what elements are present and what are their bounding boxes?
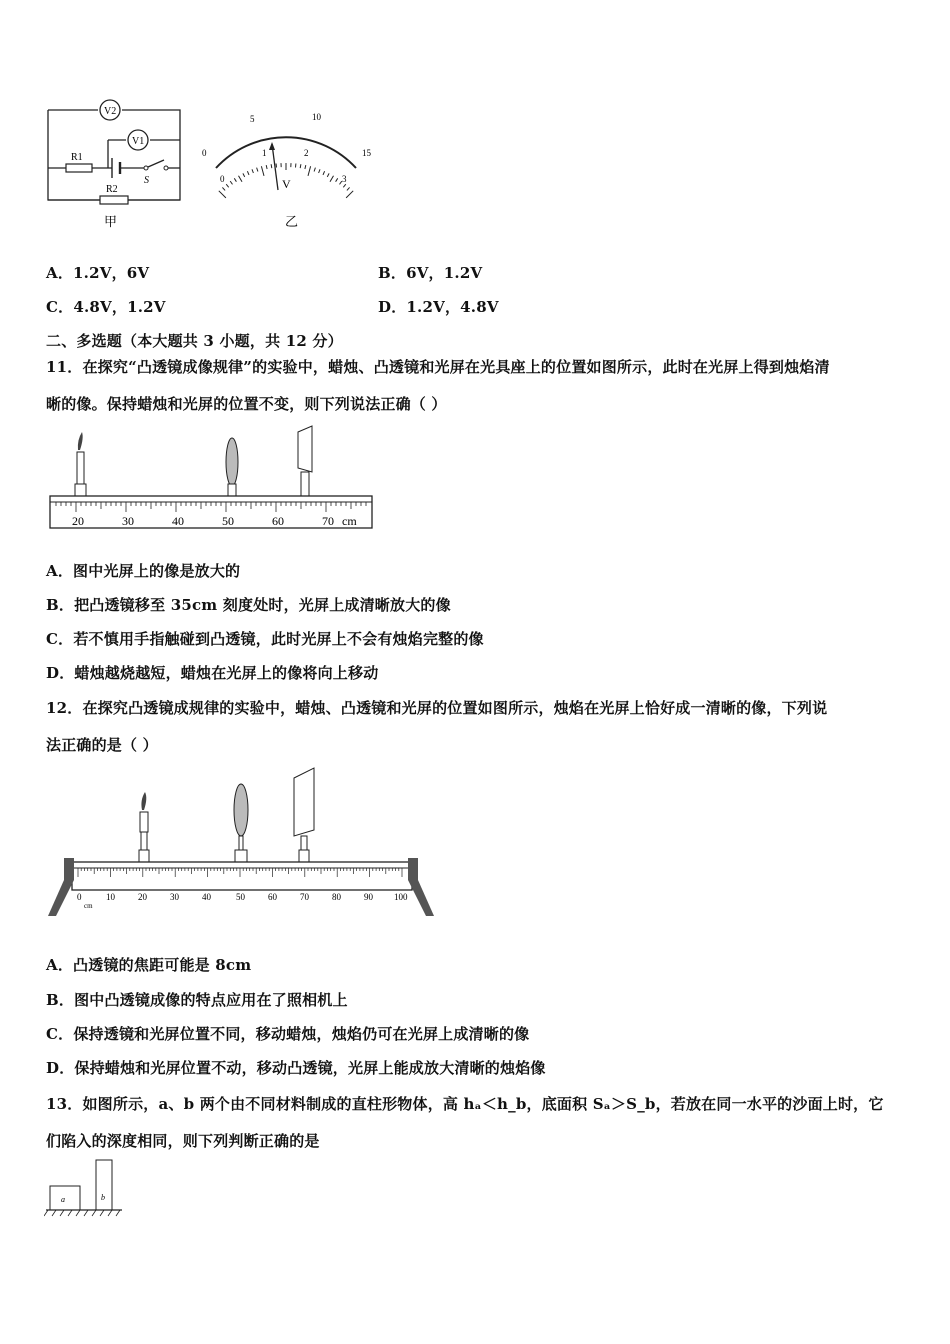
scale-tick xyxy=(347,187,350,190)
q12-option-c: C．保持透镜和光屏位置不同，移动蜡烛，烛焰仍可在光屏上成清晰的像 xyxy=(46,1025,530,1043)
scale-tick xyxy=(308,166,311,176)
q11-tick-50: 50 xyxy=(222,514,234,528)
scale-tick xyxy=(300,164,301,168)
dial-outer-15: 15 xyxy=(362,148,371,158)
scale-tick xyxy=(305,165,306,169)
q11-option-c: C．若不慎用手指触碰到凸透镜，此时光屏上不会有烛焰完整的像 xyxy=(46,630,484,648)
v2-label: V2 xyxy=(104,106,117,117)
scale-tick xyxy=(243,173,245,177)
dial-inner-3: 3 xyxy=(342,174,347,184)
scale-tick xyxy=(266,165,267,169)
q11-option-d: D．蜡烛越烧越短，蜡烛在光屏上的像将向上移动 xyxy=(46,664,379,682)
light-screen-icon xyxy=(298,426,312,496)
q12-tick-0: 0 xyxy=(77,892,82,902)
q12-stem-line1: 12．在探究凸透镜成规律的实验中，蜡烛、凸透镜和光屏的位置如图所示，烛焰在光屏上恰好成一清晰的像，下列说 xyxy=(46,699,828,717)
q10-option-c: C．4.8V，1.2V xyxy=(46,298,166,316)
q12-tick-30: 30 xyxy=(170,892,179,902)
q12-optical-bench xyxy=(44,764,436,920)
q12-tick-60: 60 xyxy=(268,892,277,902)
candle-icon xyxy=(75,432,86,496)
q12-tick-10: 10 xyxy=(106,892,115,902)
q12-tick-70: 70 xyxy=(300,892,309,902)
dial-outer-10: 10 xyxy=(312,112,321,122)
scale-tick xyxy=(230,181,232,184)
q13-stem-line2: 们陷入的深度相同，则下列判断正确的是 xyxy=(46,1132,320,1150)
dial-needle xyxy=(272,144,278,190)
scale-tick xyxy=(271,164,272,168)
scale-tick xyxy=(327,173,329,177)
resistor-r1-icon xyxy=(66,164,92,172)
q13-sand-figure xyxy=(44,1156,126,1218)
q11-option-a: A．图中光屏上的像是放大的 xyxy=(46,562,241,580)
q12-option-b: B．图中凸透镜成像的特点应用在了照相机上 xyxy=(46,991,348,1009)
q11-tick-20: 20 xyxy=(72,514,84,528)
scale-tick xyxy=(319,169,320,173)
q12-option-a: A．凸透镜的焦距可能是 8cm xyxy=(46,956,252,974)
q12-tick-50: 50 xyxy=(236,892,245,902)
candle-icon xyxy=(139,792,149,862)
scale-tick xyxy=(219,191,226,198)
q12-tick-80: 80 xyxy=(332,892,341,902)
scale-tick xyxy=(346,191,353,198)
dial-unit: V xyxy=(282,177,291,191)
scale-tick xyxy=(252,169,253,173)
convex-lens-icon xyxy=(226,438,238,496)
dial-outer-0: 0 xyxy=(202,148,207,158)
r2-label: R2 xyxy=(106,184,118,195)
scale-tick xyxy=(257,168,258,172)
q11-tick-60: 60 xyxy=(272,514,284,528)
q12-tick-40: 40 xyxy=(202,892,211,902)
dial-inner-2: 2 xyxy=(304,148,309,158)
section-heading: 二、多选题（本大题共 3 小题，共 12 分） xyxy=(46,332,343,350)
voltmeter-dial xyxy=(196,108,386,230)
dial-inner-0: 0 xyxy=(220,174,225,184)
v1-label: V1 xyxy=(132,136,145,147)
convex-lens-icon xyxy=(234,784,248,862)
light-screen-icon xyxy=(294,768,314,862)
q11-unit: cm xyxy=(342,514,357,528)
q11-optical-bench xyxy=(44,424,378,536)
q11-stem-line2: 晰的像。保持蜡烛和光屏的位置不变，则下列说法正确（ ） xyxy=(46,395,447,413)
block-b-label: b xyxy=(101,1193,105,1202)
q13-stem-line1: 13．如图所示，a、b 两个由不同材料制成的直柱形物体，高 hₐ＜h_b，底面积 Sₐ＞S_b，若放在同一水平的沙面上时，它 xyxy=(46,1095,884,1113)
scale-tick xyxy=(226,184,229,187)
scale-tick xyxy=(343,184,346,187)
dial-inner-1: 1 xyxy=(262,148,267,158)
circuit-caption: 甲 xyxy=(104,214,118,229)
q12-unit: cm xyxy=(84,902,93,910)
dial-outer-5: 5 xyxy=(250,114,255,124)
q12-option-d: D．保持蜡烛和光屏位置不动，移动凸透镜，光屏上能成放大清晰的烛焰像 xyxy=(46,1059,546,1077)
q11-tick-70: 70 xyxy=(322,514,334,528)
block-a-label: a xyxy=(61,1195,65,1204)
scale-tick xyxy=(261,166,264,176)
switch-icon xyxy=(144,166,148,170)
q11-stem-line1: 11．在探究“凸透镜成像规律”的实验中，蜡烛、凸透镜和光屏在光具座上的位置如图所示，此时在光屏上得到烛焰清 xyxy=(46,358,830,376)
q12-tick-100: 100 xyxy=(394,892,408,902)
q10-option-a: A．1.2V，6V xyxy=(46,264,150,282)
q10-option-d: D．1.2V，4.8V xyxy=(378,298,499,316)
dial-caption: 乙 xyxy=(285,214,299,229)
scale-tick xyxy=(239,176,243,182)
switch-label: S xyxy=(144,175,149,186)
q11-tick-40: 40 xyxy=(172,514,184,528)
scale-tick xyxy=(323,171,325,175)
circuit-diagram xyxy=(40,98,190,233)
q12-stem-line2: 法正确的是（ ） xyxy=(46,736,158,754)
q11-option-b: B．把凸透镜移至 35cm 刻度处时，光屏上成清晰放大的像 xyxy=(46,596,451,614)
scale-tick xyxy=(330,176,334,182)
scale-tick xyxy=(234,178,236,181)
scale-tick xyxy=(314,168,315,172)
scale-tick xyxy=(222,187,225,190)
q12-tick-90: 90 xyxy=(364,892,373,902)
q10-option-b: B．6V，1.2V xyxy=(378,264,483,282)
resistor-r2-icon xyxy=(100,196,128,204)
r1-label: R1 xyxy=(71,152,83,163)
scale-tick xyxy=(247,171,249,175)
q11-tick-30: 30 xyxy=(122,514,134,528)
scale-tick xyxy=(336,178,338,181)
q12-tick-20: 20 xyxy=(138,892,147,902)
battery-icon xyxy=(112,158,120,178)
